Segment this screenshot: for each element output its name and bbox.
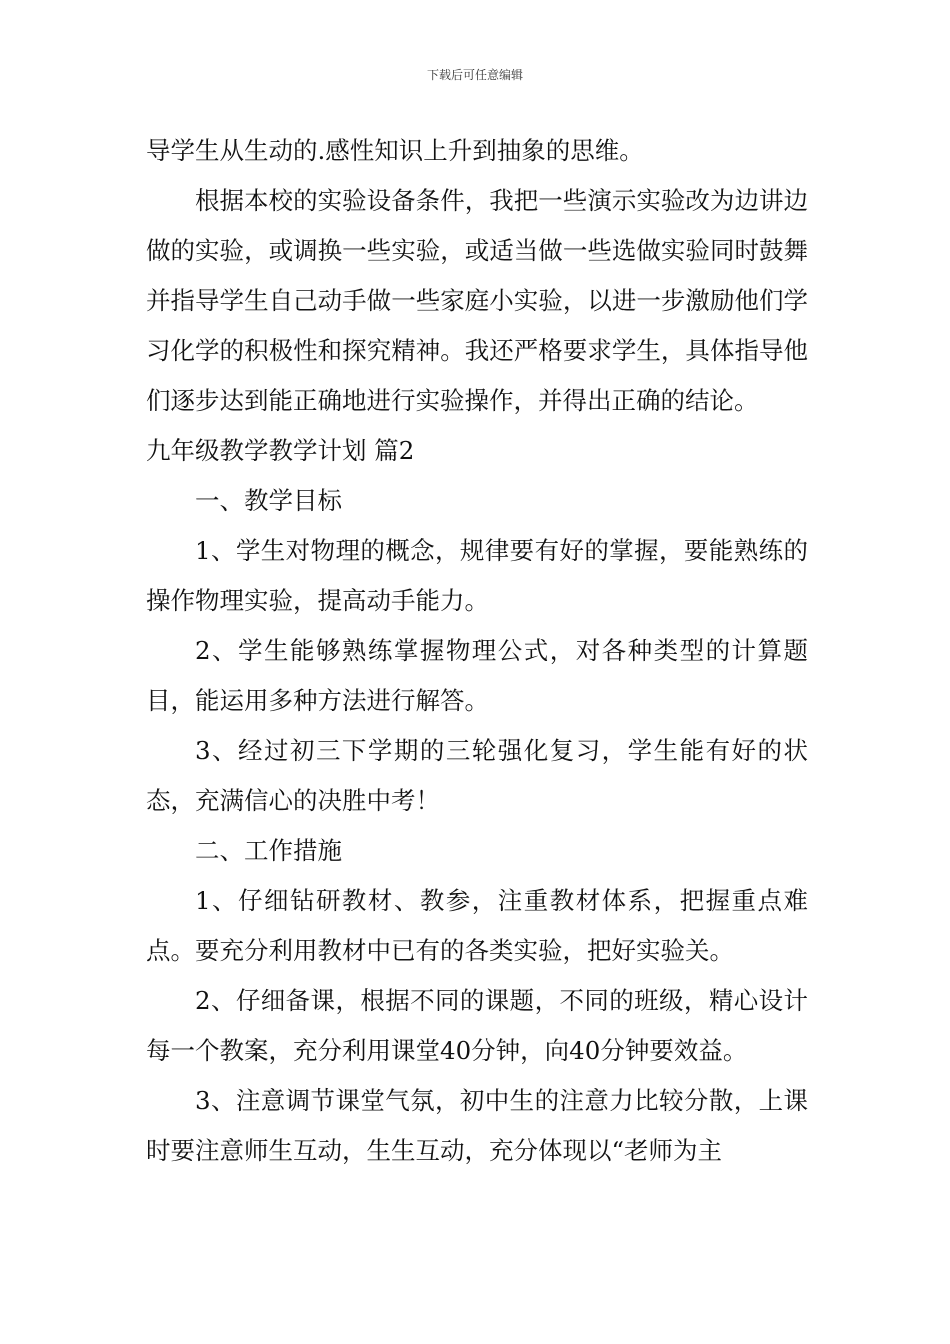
section-title: 九年级教学教学计划 篇2 <box>146 436 415 465</box>
header-note: 下载后可任意编辑 <box>426 68 523 82</box>
goal-item-1: 1、学生对物理的概念，规律要有好的掌握，要能熟练的操作物理实验，提高动手能力。 <box>146 536 808 615</box>
goal-item-2: 2、学生能够熟练掌握物理公式，对各种类型的计算题目，能运用多种方法进行解答。 <box>146 636 808 715</box>
paragraph-experiments: 根据本校的实验设备条件，我把一些演示实验改为边讲边做的实验，或调换一些实验，或适当做一些选做实验同时鼓舞并指导学生自己动手做一些家庭小实验，以进一步激励他们学习化学的积极性和探究精神。我还严格要求学生，具体指导他们逐步达到能正确地进行实验操作，并得出正确的结论。 <box>146 186 808 415</box>
measure-item-3: 3、注意调节课堂气氛，初中生的注意力比较分散，上课时要注意师生互动，生生互动，充分体现以“老师为主 <box>146 1086 808 1165</box>
document-body <box>146 126 808 1176</box>
paragraph-continuation: 导学生从生动的.感性知识上升到抽象的思维。 <box>146 136 644 165</box>
goal-item-3: 3、经过初三下学期的三轮强化复习，学生能有好的状态，充满信心的决胜中考！ <box>146 736 808 815</box>
heading-teaching-goals: 一、教学目标 <box>195 486 342 515</box>
heading-work-measures: 二、工作措施 <box>195 836 342 865</box>
measure-item-2: 2、仔细备课，根据不同的课题，不同的班级，精心设计每一个教案，充分利用课堂40分钟，向40分钟要效益。 <box>146 986 808 1065</box>
measure-item-1: 1、仔细钻研教材、教参，注重教材体系，把握重点难点。要充分利用教材中已有的各类实验，把好实验关。 <box>146 886 808 965</box>
